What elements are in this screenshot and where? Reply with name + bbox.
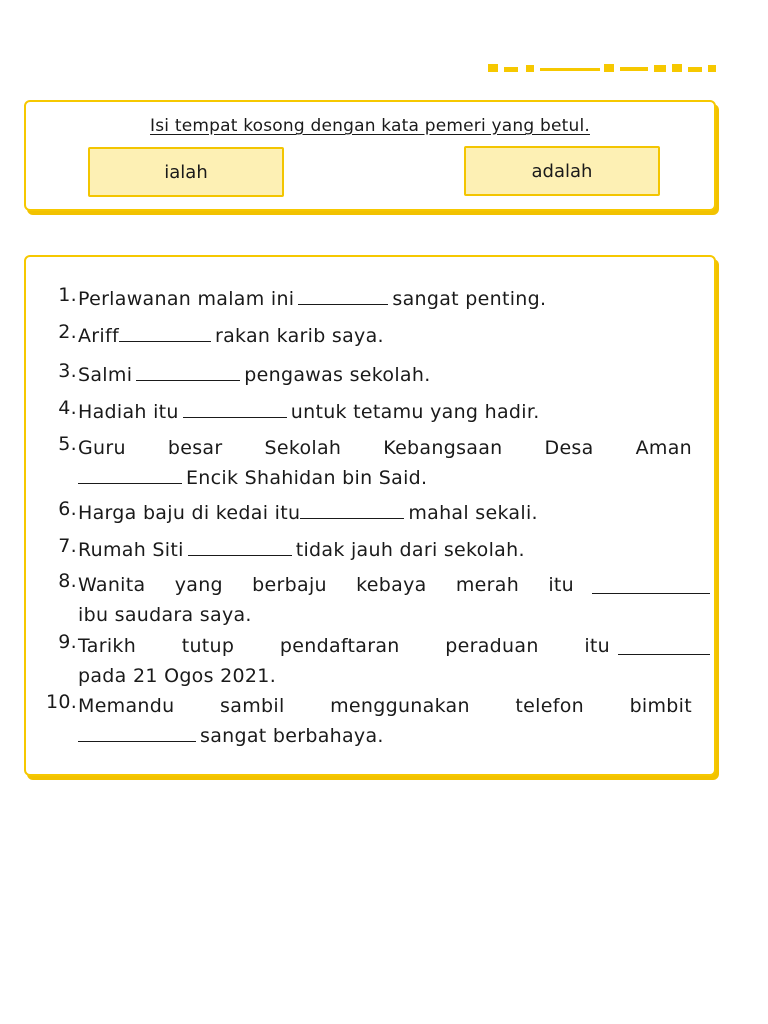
question-text: ibu saudara saya.	[78, 604, 252, 626]
question-text: Hadiah itu	[78, 401, 179, 423]
question-text: Encik Shahidan bin Said.	[186, 467, 428, 489]
question-text: Wanita yang berbaju kebaya merah itu	[78, 574, 574, 596]
question-text: Tarikh tutup pendaftaran peraduan itu	[78, 635, 610, 657]
question-text: Memandu sambil menggunakan telefon bimbit	[78, 695, 692, 717]
answer-blank	[298, 303, 388, 305]
answer-blank	[300, 517, 404, 519]
answer-blank	[188, 554, 292, 556]
question-text: Rumah Siti	[78, 539, 184, 561]
question-number: 4.	[58, 397, 77, 419]
question-text: Guru besar Sekolah Kebangsaan Desa Aman	[78, 437, 692, 459]
question-text: sangat berbahaya.	[200, 725, 384, 747]
question-text: pengawas sekolah.	[244, 364, 431, 386]
question-text: tidak jauh dari sekolah.	[295, 539, 525, 561]
answer-blank	[136, 379, 240, 381]
question-text: untuk tetamu yang hadir.	[290, 401, 540, 423]
question-text: mahal sekali.	[408, 502, 538, 524]
question-text: Perlawanan malam ini	[78, 288, 295, 310]
answer-blank	[119, 340, 211, 342]
question-number: 5.	[58, 433, 77, 455]
question-text: rakan karib saya.	[214, 325, 384, 347]
question-number: 10.	[46, 691, 78, 713]
instruction-box	[24, 100, 716, 211]
question-number: 3.	[58, 360, 77, 382]
question-text: sangat penting.	[392, 288, 547, 310]
question-number: 2.	[58, 321, 77, 343]
question-number: 6.	[58, 498, 77, 520]
question-number: 7.	[58, 535, 77, 557]
word-chip-adalah: adalah	[464, 146, 660, 196]
question-text: Salmi	[78, 364, 133, 386]
question-number: 9.	[58, 631, 77, 653]
header-decoration	[486, 62, 720, 74]
question-text: Ariff	[78, 325, 119, 347]
word-chip-ialah: ialah	[88, 147, 284, 197]
question-number: 8.	[58, 570, 77, 592]
question-text: Harga baju di kedai itu	[78, 502, 301, 524]
answer-blank	[78, 740, 196, 742]
answer-blank	[183, 416, 287, 418]
question-text: pada 21 Ogos 2021.	[78, 665, 277, 687]
answer-blank	[78, 482, 182, 484]
instruction-text: Isi tempat kosong dengan kata pemeri yang betul.	[150, 116, 590, 136]
answer-blank	[592, 592, 710, 594]
question-number: 1.	[58, 284, 77, 306]
answer-blank	[618, 653, 710, 655]
questions-box	[24, 255, 716, 776]
